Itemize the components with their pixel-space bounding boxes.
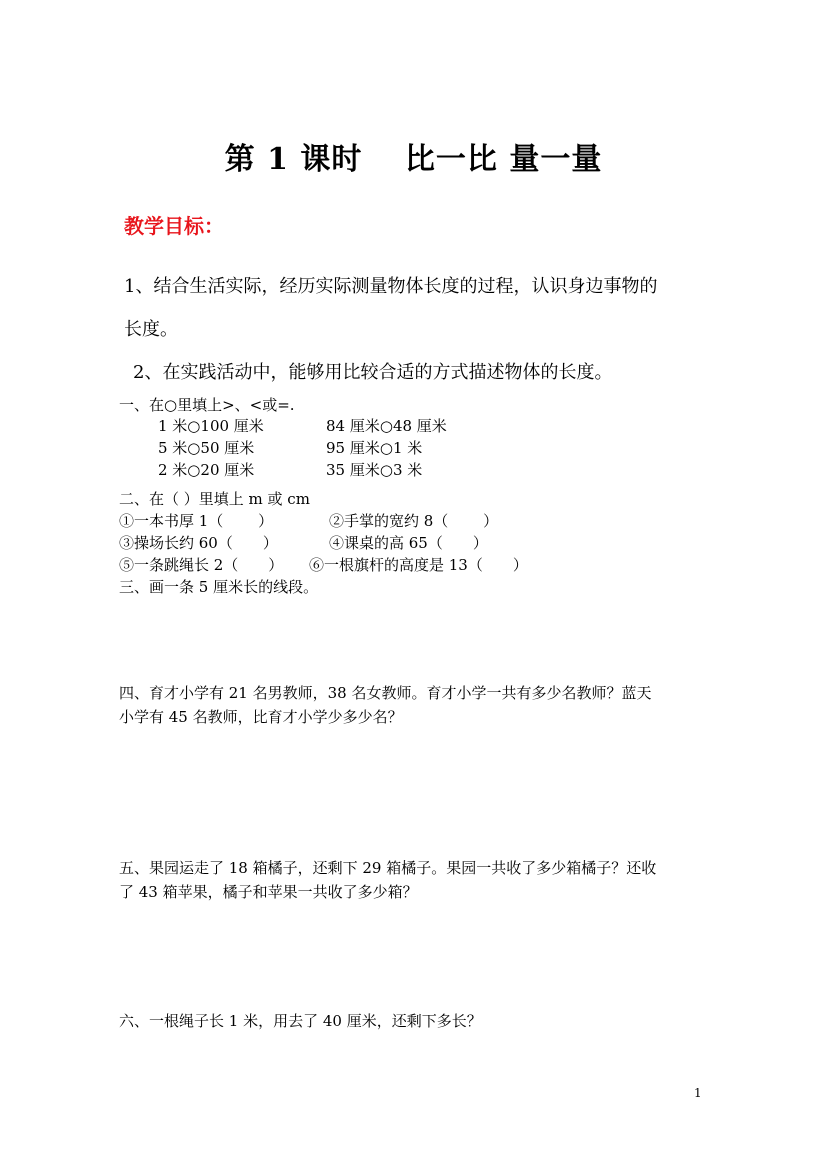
fill-item: ③操场长约 60（ ）	[119, 534, 278, 552]
objective-2: 2、在实践活动中，能够用比较合适的方式描述物体的长度。	[133, 362, 613, 383]
objectives-heading: 教学目标：	[124, 214, 224, 238]
section-5-line-1: 五、果园运走了 18 箱橘子，还剩下 29 箱橘子。果园一共收了多少箱橘子？还收	[119, 859, 657, 877]
compare-item: 95 厘米○1 米	[326, 439, 423, 457]
section-4-line-2: 小学有 45 名教师，比育才小学少多少名？	[119, 708, 403, 726]
page-number: 1	[694, 1086, 702, 1100]
fill-item: ⑥一根旗杆的高度是 13（ ）	[309, 556, 528, 574]
fill-item: ④课桌的高 65（ ）	[329, 534, 488, 552]
compare-item: 84 厘米○48 厘米	[326, 417, 447, 435]
compare-item: 1 米○100 厘米	[158, 417, 264, 435]
section-3-heading: 三、画一条 5 厘米长的线段。	[119, 578, 319, 596]
fill-item: ①一本书厚 1（ ）	[119, 512, 274, 530]
section-6-line-1: 六、一根绳子长 1 米，用去了 40 厘米，还剩下多长？	[119, 1012, 482, 1030]
objective-1-line-2: 长度。	[124, 319, 178, 340]
compare-item: 5 米○50 厘米	[158, 439, 255, 457]
page-title: 第 1 课时 比一比 量一量	[224, 142, 603, 177]
fill-item: ②手掌的宽约 8（ ）	[329, 512, 499, 530]
compare-item: 2 米○20 厘米	[158, 461, 255, 479]
fill-item: ⑤一条跳绳长 2（ ）	[119, 556, 284, 574]
section-5-line-2: 了 43 箱苹果，橘子和苹果一共收了多少箱？	[119, 883, 418, 901]
compare-item: 35 厘米○3 米	[326, 461, 423, 479]
objective-1-line-1: 1、结合生活实际，经历实际测量物体长度的过程，认识身边事物的	[124, 276, 658, 297]
section-4-line-1: 四、育才小学有 21 名男教师，38 名女教师。育才小学一共有多少名教师？蓝天	[119, 684, 652, 702]
section-1-heading: 一、在○里填上>、<或=.	[119, 396, 295, 414]
section-2-heading: 二、在（ ）里填上 m 或 cm	[119, 490, 310, 508]
